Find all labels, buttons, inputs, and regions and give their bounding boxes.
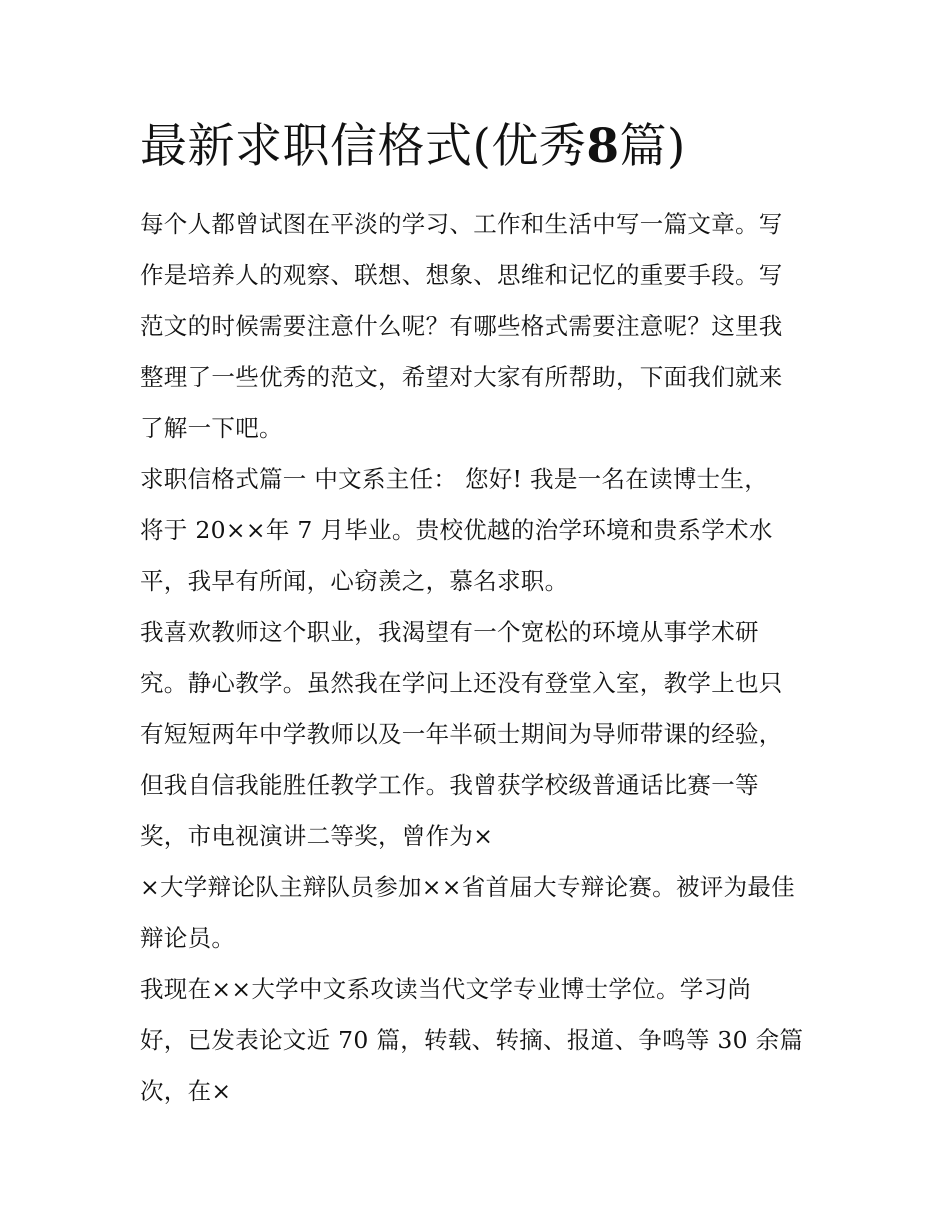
body-line: 每个人都曾试图在平淡的学习、工作和生活中写一篇文章。写: [140, 210, 783, 238]
body-line: 辩论员。: [140, 924, 236, 952]
title-number: 8: [586, 119, 620, 174]
title-text-part-2: 篇): [619, 119, 686, 174]
document-title: [140, 112, 686, 182]
body-line: 有短短两年中学教师以及一年半硕士期间为导师带课的经验，: [140, 720, 783, 748]
body-line: 作是培养人的观察、联想、想象、思维和记忆的重要手段。写: [140, 261, 783, 289]
body-line: ×大学辩论队主辩队员参加××省首届大专辩论赛。被评为最佳: [140, 873, 795, 901]
title-text-part-1: 最新求职信格式(优秀: [140, 119, 587, 174]
document-body: [140, 199, 820, 1117]
body-line: 范文的时候需要注意什么呢？有哪些格式需要注意呢？这里我: [140, 312, 783, 340]
body-line: 了解一下吧。: [140, 414, 283, 442]
body-line: 但我自信我能胜任教学工作。我曾获学校级普通话比赛一等: [140, 771, 759, 799]
body-line: 整理了一些优秀的范文，希望对大家有所帮助，下面我们就来: [140, 363, 783, 391]
body-line: 好，已发表论文近 70 篇，转载、转摘、报道、争鸣等 30 余篇: [140, 1026, 804, 1054]
body-line: 次，在×: [140, 1077, 232, 1105]
body-line: 我现在××大学中文系攻读当代文学专业博士学位。学习尚: [140, 975, 752, 1003]
body-line: 奖，市电视演讲二等奖，曾作为×: [140, 822, 494, 850]
body-line: 将于 20××年 7 月毕业。贵校优越的治学环境和贵系学术水: [140, 516, 773, 544]
body-line: 平，我早有所闻，心窃羡之，慕名求职。: [140, 567, 569, 595]
body-line: 求职信格式篇一 中文系主任： 您好! 我是一名在读博士生，: [140, 465, 769, 493]
body-line: 我喜欢教师这个职业，我渴望有一个宽松的环境从事学术研: [140, 618, 759, 646]
body-line: 究。静心教学。虽然我在学问上还没有登堂入室，教学上也只: [140, 669, 783, 697]
